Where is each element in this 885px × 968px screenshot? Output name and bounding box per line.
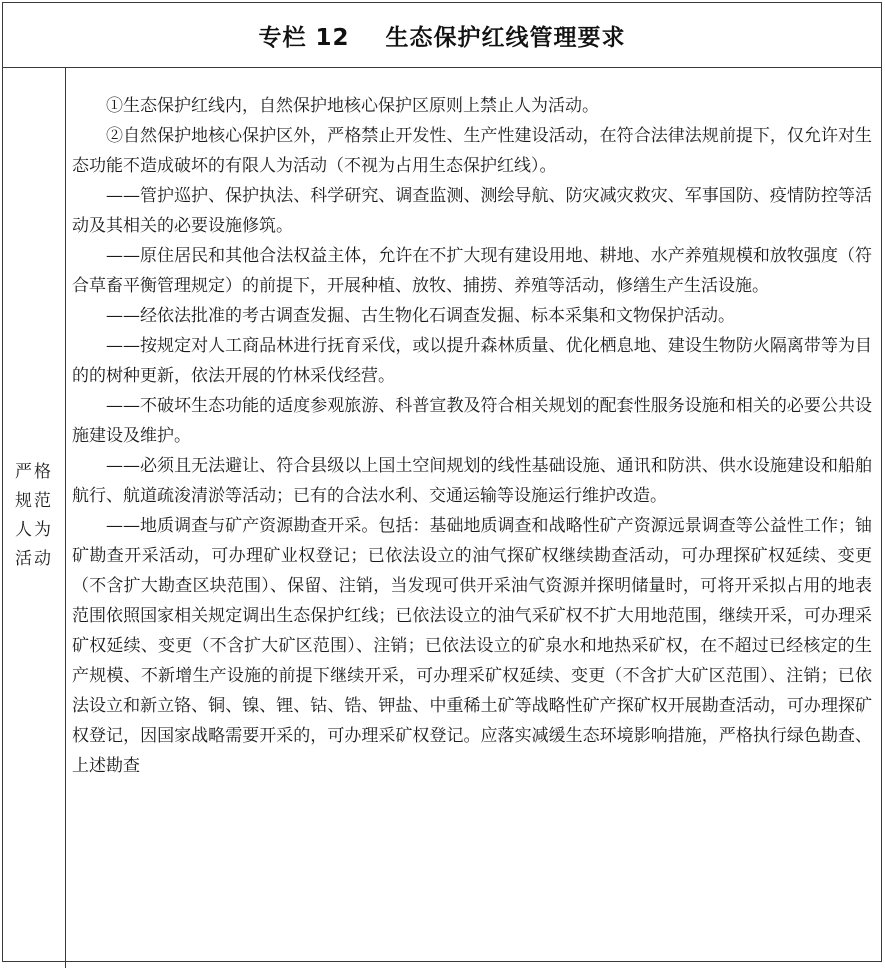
- paragraph-archaeology: ——经依法批准的考古调查发掘、古生物化石调查发掘、标本采集和文物保护活动。: [106, 306, 735, 326]
- requirements-text: [72, 91, 872, 781]
- paragraph-residents: ——原住居民和其他合法权益主体，允许在不扩大现有建设用地、耕地、水产养殖规模和放牧强度（符合草畜平衡管理规定）的前提下，开展种植、放牧、捕捞、养殖等活动，修缮生产生活设施。: [72, 246, 872, 296]
- paragraph-core-zone: ①生态保护红线内，自然保护地核心保护区原则上禁止人为活动。: [106, 96, 599, 116]
- paragraph-outside-core: ②自然保护地核心保护区外，严格禁止开发性、生产性建设活动，在符合法律法规前提下，仅允许对生态功能不造成破坏的有限人为活动（不视为占用生态保护红线）。: [72, 126, 872, 176]
- paragraph-patrol: ——管护巡护、保护执法、科学研究、调查监测、测绘导航、防灾减灾救灾、军事国防、疫情防控等活动及其相关的必要设施修筑。: [72, 186, 872, 236]
- paragraph-geology-mining: ——地质调查与矿产资源勘查开采。包括：基础地质调查和战略性矿产资源远景调查等公益性工作；铀矿勘查开采活动，可办理矿业权登记；已依法设立的油气探矿权继续勘查活动，可办理探矿权延续、变更（不含扩大勘查区块范围）、保留、注销，当发现可供开采油气资源并探明储量时，可将开采拟占用的地表范围依照国家相关规定调出生态保护红线；已依法设立的油气采矿权不扩大用地范围，继续开采，可办理采矿权延续、变更（不含扩大矿区范围）、注销；已依法设立的矿泉水和地热采矿权，在不超过已经核定的生产规模、不新增生产设施的前提下继续开采，可办理采矿权延续、变更（不含扩大矿区范围）、注销；已依法设立和新立铬、铜、镍、锂、钴、锆、钾盐、中重稀土矿等战略性矿产探矿权开展勘查活动，可办理探矿权登记，因国家战略需要开采的，可办理采矿权登记。应落实减缓生态环境影响措施，严格执行绿色勘查、上述勘查: [72, 516, 872, 776]
- category-column: [3, 68, 66, 968]
- paragraph-tourism: ——不破坏生态功能的适度参观旅游、科普宣教及符合相关规划的配套性服务设施和相关的必要公共设施建设及维护。: [72, 396, 872, 446]
- category-label-line: 规范: [15, 491, 53, 511]
- category-label-line: 活动: [15, 549, 53, 569]
- category-label: [3, 458, 65, 574]
- paragraph-infrastructure: ——必须且无法避让、符合县级以上国土空间规划的线性基础设施、通讯和防洪、供水设施建设和船舶航行、航道疏浚清淤等活动；已有的合法水利、交通运输等设施运行维护改造。: [72, 456, 872, 506]
- column-title: 专栏 12 生态保护红线管理要求: [258, 24, 626, 51]
- paragraph-forestry: ——按规定对人工商品林进行抚育采伐，或以提升森林质量、优化栖息地、建设生物防火隔离带等为目的的树种更新，依法开展的竹林采伐经营。: [72, 336, 872, 386]
- table-header: [3, 3, 881, 68]
- category-label-line: 严格: [15, 462, 53, 482]
- category-label-line: 人为: [15, 520, 53, 540]
